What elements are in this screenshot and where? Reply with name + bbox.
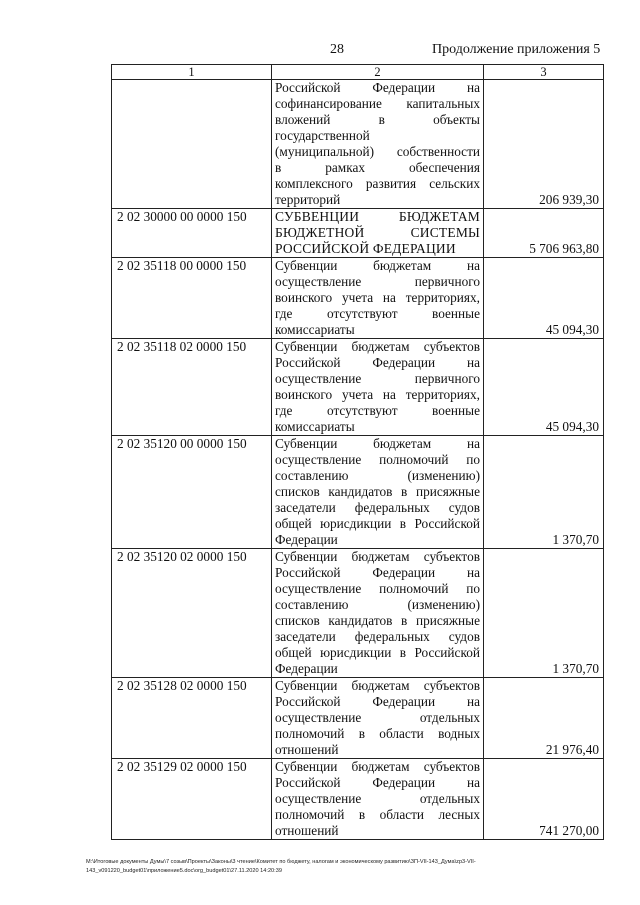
- file-path-footer: [86, 858, 626, 876]
- table-row: [112, 339, 604, 436]
- description-line: территорий: [275, 192, 341, 207]
- revenue-description: [272, 258, 484, 339]
- column-number-1: 1: [112, 65, 272, 80]
- table-row: [112, 80, 604, 209]
- description-line: заседатели федеральных судов: [275, 629, 480, 644]
- description-line: государственной: [275, 128, 370, 143]
- description-line: отношений: [275, 823, 339, 838]
- file-path-line-1: М:\Итоговые документы Думы\7 созыв\Проекты\Законы\3 чтение\Комитет по бюджету, налогам и экономическому развитию\ЗП-VII-143_Дума\zp3-VII-: [86, 859, 476, 865]
- description-line: Федерации: [275, 661, 338, 676]
- amount: 21 976,40: [484, 678, 604, 759]
- continuation-label: Продолжение приложения 5: [432, 42, 601, 57]
- description-line: Федерации: [275, 532, 338, 547]
- revenue-description: [272, 436, 484, 549]
- description-line: воинского учета на территориях,: [275, 290, 480, 305]
- description-line: где отсутствуют военные: [275, 306, 480, 321]
- description-line: комплексного развития сельских: [275, 176, 480, 191]
- description-line: вложений в объекты: [275, 112, 480, 127]
- revenue-description: [272, 549, 484, 678]
- classification-code: 2 02 35129 02 0000 150: [112, 759, 272, 840]
- table-row: [112, 258, 604, 339]
- classification-code: 2 02 35118 00 0000 150: [112, 258, 272, 339]
- description-line: осуществление первичного: [275, 371, 480, 386]
- description-line: общей юрисдикции в Российской: [275, 516, 480, 531]
- description-line: комиссариаты: [275, 322, 355, 337]
- description-line: осуществление первичного: [275, 274, 480, 289]
- table-row: [112, 759, 604, 840]
- description-line: Субвенции бюджетам субъектов: [275, 678, 480, 693]
- description-line: Российской Федерации на: [275, 565, 480, 580]
- classification-code: [112, 80, 272, 209]
- classification-code: 2 02 35120 02 0000 150: [112, 549, 272, 678]
- revenue-description: [272, 80, 484, 209]
- description-line: комиссариаты: [275, 419, 355, 434]
- revenue-description: [272, 209, 484, 258]
- description-line: где отсутствуют военные: [275, 403, 480, 418]
- description-line: БЮДЖЕТНОЙ СИСТЕМЫ: [275, 225, 480, 240]
- budget-table: [111, 64, 604, 840]
- description-line: СУБВЕНЦИИ БЮДЖЕТАМ: [275, 209, 480, 224]
- description-line: осуществление отдельных: [275, 710, 480, 725]
- column-number-2: 2: [272, 65, 484, 80]
- description-line: осуществление полномочий по: [275, 452, 480, 467]
- column-number-3: 3: [484, 65, 604, 80]
- revenue-description: [272, 678, 484, 759]
- description-line: софинансирование капитальных: [275, 96, 480, 111]
- description-line: в рамках обеспечения: [275, 160, 480, 175]
- description-line: общей юрисдикции в Российской: [275, 645, 480, 660]
- table-row: [112, 549, 604, 678]
- amount: 1 370,70: [484, 549, 604, 678]
- description-line: осуществление полномочий по: [275, 581, 480, 596]
- description-line: Субвенции бюджетам субъектов: [275, 339, 480, 354]
- classification-code: 2 02 35118 02 0000 150: [112, 339, 272, 436]
- amount: 741 270,00: [484, 759, 604, 840]
- amount: 45 094,30: [484, 339, 604, 436]
- description-line: составлению (изменению): [275, 597, 480, 612]
- amount: 45 094,30: [484, 258, 604, 339]
- description-line: списков кандидатов в присяжные: [275, 613, 480, 628]
- description-line: Субвенции бюджетам субъектов: [275, 549, 480, 564]
- description-line: списков кандидатов в присяжные: [275, 484, 480, 499]
- description-line: РОССИЙСКОЙ ФЕДЕРАЦИИ: [275, 241, 456, 256]
- description-line: отношений: [275, 742, 339, 757]
- classification-code: 2 02 30000 00 0000 150: [112, 209, 272, 258]
- description-line: осуществление отдельных: [275, 791, 480, 806]
- revenue-description: [272, 759, 484, 840]
- description-line: Российской Федерации на: [275, 694, 480, 709]
- description-line: полномочий в области водных: [275, 726, 480, 741]
- description-line: полномочий в области лесных: [275, 807, 480, 822]
- amount: 5 706 963,80: [484, 209, 604, 258]
- description-line: Российской Федерации на: [275, 355, 480, 370]
- file-path-line-2: 143_v091220_budget01\приложение5.doc\org_budget01\27.11.2020 14:20:39: [86, 868, 282, 874]
- page-number: 28: [330, 42, 344, 57]
- description-line: Субвенции бюджетам субъектов: [275, 759, 480, 774]
- table-row: [112, 209, 604, 258]
- revenue-description: [272, 339, 484, 436]
- column-number-row: [112, 65, 604, 80]
- description-line: составлению (изменению): [275, 468, 480, 483]
- amount: 206 939,30: [484, 80, 604, 209]
- description-line: Российской Федерации на: [275, 775, 480, 790]
- table-row: [112, 678, 604, 759]
- classification-code: 2 02 35120 00 0000 150: [112, 436, 272, 549]
- description-line: воинского учета на территориях,: [275, 387, 480, 402]
- amount: 1 370,70: [484, 436, 604, 549]
- description-line: заседатели федеральных судов: [275, 500, 480, 515]
- description-line: Субвенции бюджетам на: [275, 258, 480, 273]
- classification-code: 2 02 35128 02 0000 150: [112, 678, 272, 759]
- table-row: [112, 436, 604, 549]
- description-line: Субвенции бюджетам на: [275, 436, 480, 451]
- description-line: Российской Федерации на: [275, 80, 480, 95]
- description-line: (муниципальной) собственности: [275, 144, 480, 159]
